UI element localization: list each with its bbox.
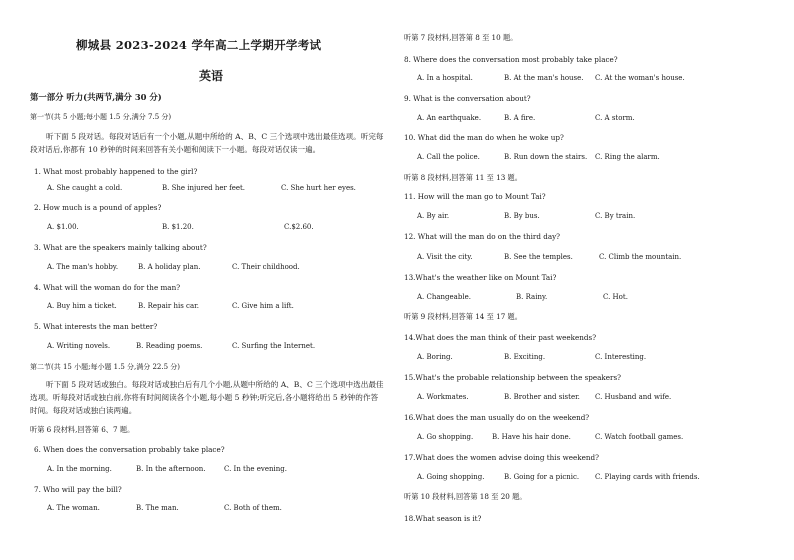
q12-option-b: B. See the temples. <box>504 253 573 261</box>
q7-option-c: C. Both of them. <box>224 504 282 512</box>
question-7: 7. Who will pay the bill? <box>34 485 122 494</box>
q5-option-b: B. Reading poems. <box>136 342 203 350</box>
q11-option-c: C. By train. <box>595 212 636 220</box>
q9-option-b: B. A fire. <box>504 114 536 122</box>
question-2: 2. How much is a pound of apples? <box>34 203 162 212</box>
section2-heading: 第二节(共 15 小题;每小题 1.5 分,满分 22.5 分) <box>30 363 181 371</box>
q6-option-b: B. In the afternoon. <box>136 465 206 473</box>
q8-option-a: A. In a hospital. <box>417 74 473 82</box>
q15-option-a: A. Workmates. <box>417 393 469 401</box>
q10-option-a: A. Call the police. <box>417 153 480 161</box>
question-18: 18.What season is it? <box>404 514 482 523</box>
part1-heading: 第一部分 听力(共两节,满分 30 分) <box>30 92 162 102</box>
q15-option-b: B. Brother and sister. <box>504 393 580 401</box>
question-12: 12. What will the man do on the third day? <box>404 232 561 241</box>
q16-option-a: A. Go shopping. <box>417 433 474 441</box>
q3-option-a: A. The man's hobby. <box>47 263 119 271</box>
q8-option-c: C. At the woman's house. <box>595 74 685 82</box>
q14-option-a: A. Boring. <box>417 353 453 361</box>
q17-option-b: B. Going for a picnic. <box>504 473 580 481</box>
q7-option-b: B. The man. <box>136 504 179 512</box>
question-11: 11. How will the man go to Mount Tai? <box>404 192 546 201</box>
section2-instructions: 听下面 5 段对话或独白。每段对话或独白后有几个小题,从题中所给的 A、B、C 三个选项中选出最佳选项。听每段对话或独白前,你将有时间阅读各个小题,每小题 5 秒钟;听完后,各小题将给出 5 秒钟的作答时间。每段对话或独白读两遍。 <box>30 380 384 415</box>
question-16: 16.What does the man usually do on the weekend? <box>404 413 590 422</box>
q1-option-c: C. She hurt her eyes. <box>281 184 356 192</box>
q9-option-a: A. An earthquake. <box>417 114 482 122</box>
question-3: 3. What are the speakers mainly talking about? <box>34 243 207 252</box>
q14-option-b: B. Exciting. <box>504 353 546 361</box>
question-6: 6. When does the conversation probably take place? <box>34 445 225 454</box>
q3-option-b: B. A holiday plan. <box>138 263 201 271</box>
q13-option-a: A. Changeable. <box>417 293 471 301</box>
q12-option-c: C. Climb the mountain. <box>599 253 682 261</box>
q4-option-a: A. Buy him a ticket. <box>47 302 117 310</box>
question-14: 14.What does the man think of their past weekends? <box>404 333 597 342</box>
context-9: 听第 9 段材料,回答第 14 至 17 题。 <box>404 312 522 321</box>
q8-option-b: B. At the man's house. <box>504 74 584 82</box>
section1-heading: 第一节(共 5 小题;每小题 1.5 分,满分 7.5 分) <box>30 113 172 121</box>
q11-option-a: A. By air. <box>417 212 450 220</box>
q2-option-c: C.$2.60. <box>284 223 314 231</box>
context-10: 听第 10 段材料,回答第 18 至 20 题。 <box>404 492 527 501</box>
q11-option-b: B. By bus. <box>504 212 540 220</box>
q4-option-c: C. Give him a lift. <box>232 302 294 310</box>
question-13: 13.What's the weather like on Mount Tai? <box>404 273 557 282</box>
q5-option-c: C. Surfing the Internet. <box>232 342 316 350</box>
q6-option-a: A. In the morning. <box>47 465 112 473</box>
question-1: 1. What most probably happened to the girl? <box>34 167 198 176</box>
q3-option-c: C. Their childhood. <box>232 263 300 271</box>
question-9: 9. What is the conversation about? <box>404 94 531 103</box>
q13-option-b: B. Rainy. <box>516 293 548 301</box>
q16-option-c: C. Watch football games. <box>595 433 684 441</box>
q14-option-c: C. Interesting. <box>595 353 647 361</box>
section1-instructions: 听下面 5 段对话。每段对话后有一个小题,从题中所给的 A、B、C 三个选项中选出最佳选项。听完每段对话后,你都有 10 秒钟的时间来回答有关小题和阅读下一小题。每段对话仅读一遍。 <box>30 132 384 154</box>
q5-option-a: A. Writing novels. <box>47 342 111 350</box>
exam-title: 柳城县 2023-2024 学年高二上学期开学考试 <box>76 38 322 52</box>
q6-option-c: C. In the evening. <box>224 465 287 473</box>
subject-title: 英语 <box>199 69 224 83</box>
q17-option-c: C. Playing cards with friends. <box>595 473 700 481</box>
q7-option-a: A. The woman. <box>47 504 100 512</box>
question-4: 4. What will the woman do for the man? <box>34 283 181 292</box>
q13-option-c: C. Hot. <box>603 293 628 301</box>
q2-option-a: A. $1.00. <box>47 223 79 231</box>
question-15: 15.What's the probable relationship between the speakers? <box>404 373 622 382</box>
question-10: 10. What did the man do when he woke up? <box>404 133 564 142</box>
q2-option-b: B. $1.20. <box>162 223 194 231</box>
q12-option-a: A. Visit the city. <box>417 253 473 261</box>
q1-option-b: B. She injured her feet. <box>162 184 246 192</box>
question-5: 5. What interests the man better? <box>34 322 158 331</box>
q4-option-b: B. Repair his car. <box>138 302 199 310</box>
q10-option-b: B. Run down the stairs. <box>504 153 588 161</box>
q15-option-c: C. Husband and wife. <box>595 393 672 401</box>
context-7: 听第 7 段材料,回答第 8 至 10 题。 <box>404 33 518 42</box>
context-8: 听第 8 段材料,回答第 11 至 13 题。 <box>404 173 522 182</box>
q10-option-c: C. Ring the alarm. <box>595 153 660 161</box>
q17-option-a: A. Going shopping. <box>417 473 485 481</box>
question-8: 8. Where does the conversation most probably take place? <box>404 55 618 64</box>
context-6: 听第 6 段材料,回答第 6、7 题。 <box>30 425 135 434</box>
q16-option-b: B. Have his hair done. <box>492 433 571 441</box>
q9-option-c: C. A storm. <box>595 114 635 122</box>
q1-option-a: A. She caught a cold. <box>47 184 123 192</box>
question-17: 17.What does the women advise doing this weekend? <box>404 453 599 462</box>
